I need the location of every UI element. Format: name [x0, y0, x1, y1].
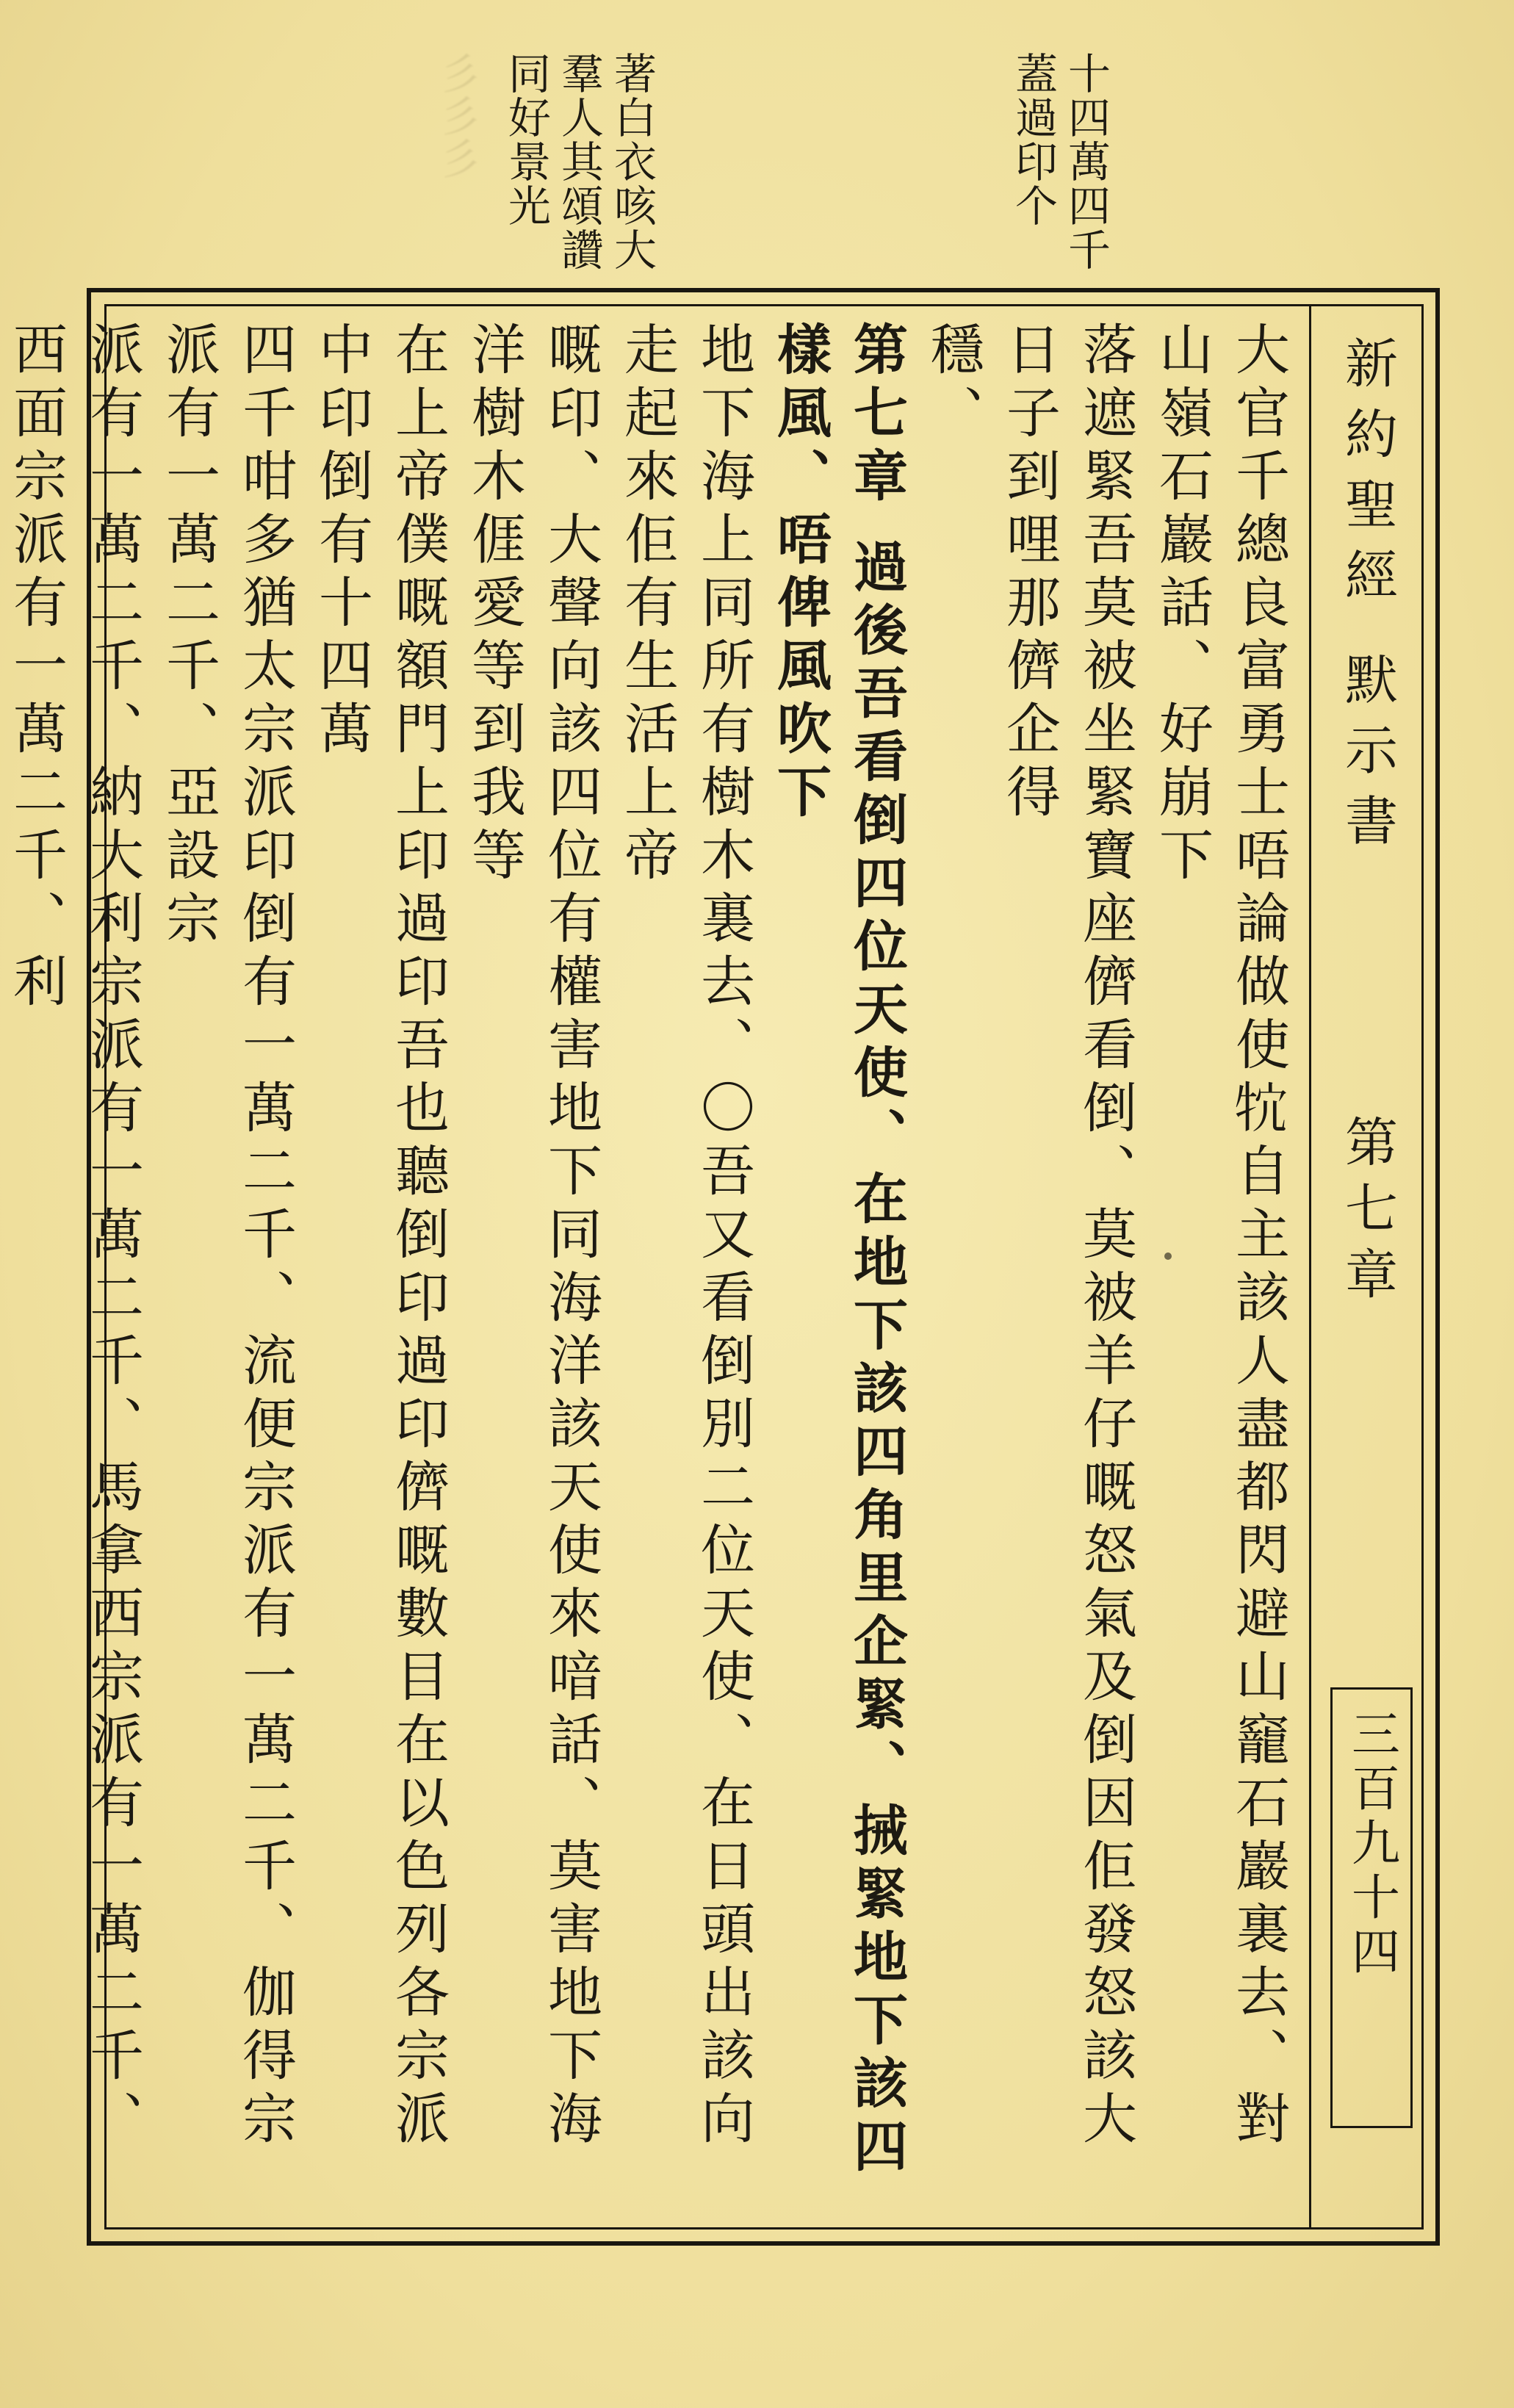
text-column-chapter-start: 第七章 過後吾看倒四位天使、在地下該四角里企緊、𢬿緊地下該四樣風、唔俾風吹下 — [768, 321, 908, 2181]
chapter-label: 第七章 — [1336, 1114, 1398, 1313]
text-column: 四千咁多猶太宗派印倒有一萬二千、流便宗派有一萬二千、伽得宗派有一萬二千、亞設宗 — [157, 321, 297, 2153]
text-column: 在上帝僕嘅額門上印過印吾也聽倒印過印儕嘅數目在以色列各宗派中印倒有十四萬 — [310, 321, 450, 2153]
bleed-through-shadow: 彡彡彡 — [431, 51, 481, 179]
ink-speck — [1164, 1252, 1172, 1260]
text-column: 大官千總良富勇士唔論做使𤘺自主該人盡都閃避山竉石巖裏去、對山嶺石巖話、好崩下 — [1150, 321, 1290, 2153]
text-column: 派有一萬二千、納大利宗派有一萬二千、馬拿西宗派有一萬二千、西面宗派有一萬二千、利 — [4, 321, 144, 2153]
page-number: 三百九十四 — [1343, 1709, 1400, 1980]
running-header — [1309, 306, 1421, 2227]
book-title: 新約聖經 默示書 — [1336, 336, 1398, 864]
text-column: 穩、 — [921, 321, 984, 447]
text-column: 地下海上同所有樹木裏去、〇吾又看倒別二位天使、在日頭出該向走起來佢有生活上帝 — [616, 321, 755, 2153]
page-frame — [4, 288, 1440, 2246]
margin-note-left: 著白衣咳大 羣人其頌讚 同好景光 — [501, 51, 657, 272]
text-column: 落遮緊吾莫被坐緊寶座儕看倒、莫被羊仔嘅怒氣及倒因佢發怒該大日子到哩那儕企得 — [998, 321, 1137, 2153]
scripture-body — [4, 321, 1297, 2213]
margin-note-right: 十四萬四千 蓋過印个 — [1008, 51, 1111, 272]
text-column: 嘅印、大聲向該四位有權害地下同海洋該天使來喑話、莫害地下海洋樹木𠊎愛等到我等 — [463, 321, 602, 2153]
page-frame-inner — [4, 304, 1424, 2229]
page-number-box — [1330, 1687, 1413, 2128]
